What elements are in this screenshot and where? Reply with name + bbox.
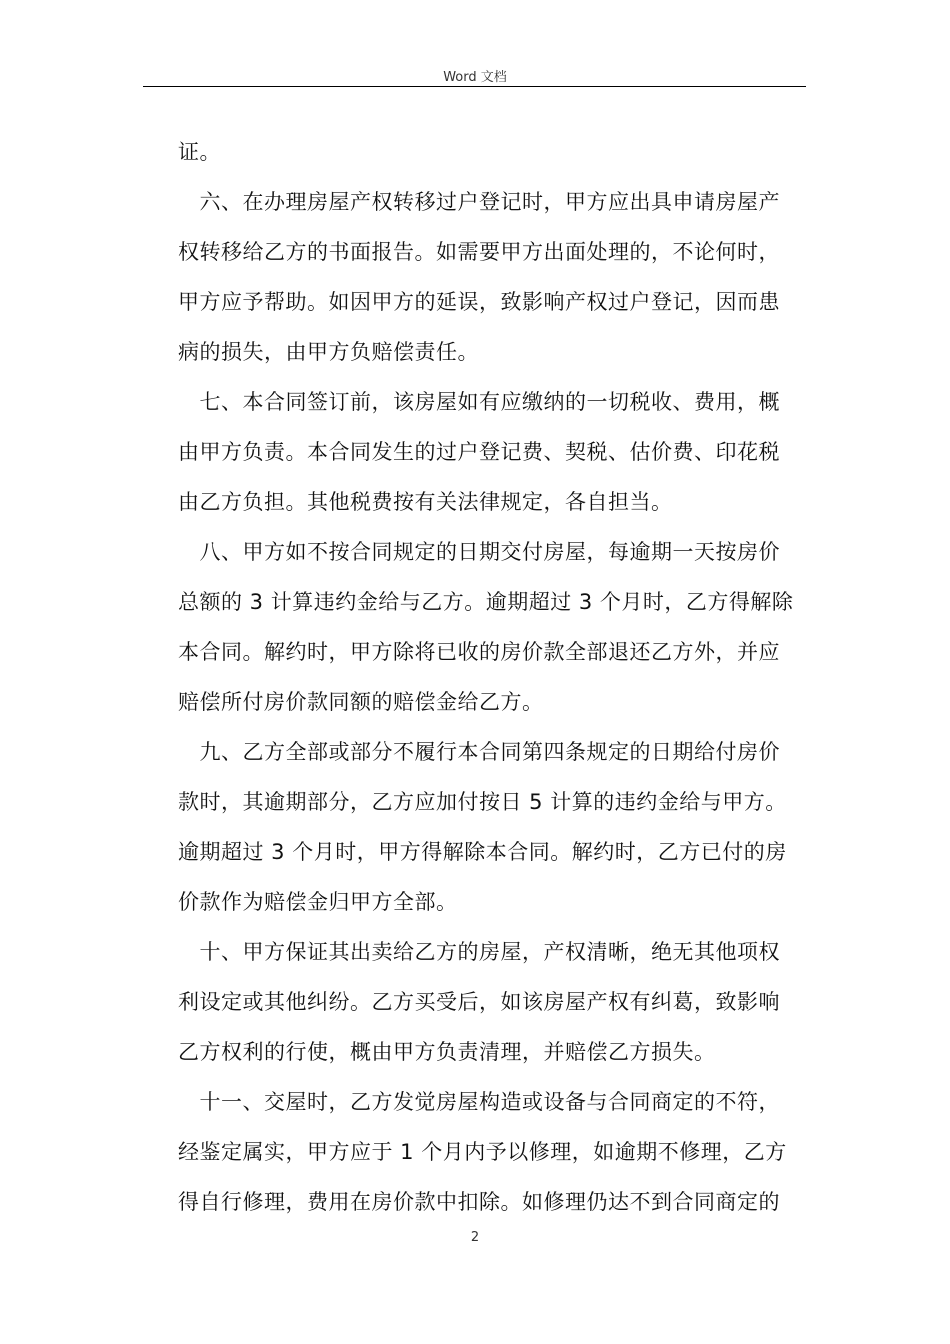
text-line: 十一、交屋时，乙方发觉房屋构造或设备与合同商定的不符， — [178, 1090, 780, 1114]
document-body — [178, 127, 808, 1227]
text-line: 权转移给乙方的书面报告。如需要甲方出面处理的，不论何时， — [178, 240, 780, 264]
text-line: 价款作为赔偿金归甲方全部。 — [178, 890, 458, 914]
text-line: 六、在办理房屋产权转移过户登记时，甲方应出具申请房屋产 — [178, 190, 780, 214]
text-line: 九、乙方全部或部分不履行本合同第四条规定的日期给付房价 — [178, 740, 780, 764]
text-line: 款时，其逾期部分，乙方应加付按日 5 计算的违约金给与甲方。 — [178, 790, 787, 814]
text-line: 甲方应予帮助。如因甲方的延误，致影响产权过户登记，因而患 — [178, 290, 780, 314]
text-line: 由乙方负担。其他税费按有关法律规定，各自担当。 — [178, 490, 673, 514]
text-line: 十、甲方保证其出卖给乙方的房屋，产权清晰，绝无其他项权 — [178, 940, 780, 964]
text-line: 七、本合同签订前，该房屋如有应缴纳的一切税收、费用，概 — [178, 390, 780, 414]
page-header-title: Word 文档 — [443, 70, 507, 85]
text-line: 逾期超过 3 个月时，甲方得解除本合同。解约时，乙方已付的房 — [178, 840, 787, 864]
text-line: 证。 — [178, 140, 221, 164]
text-line: 病的损失，由甲方负赔偿责任。 — [178, 340, 479, 364]
text-line: 经鉴定属实，甲方应于 1 个月内予以修理，如逾期不修理，乙方 — [178, 1140, 787, 1164]
text-line: 利设定或其他纠纷。乙方买受后，如该房屋产权有纠葛，致影响 — [178, 990, 780, 1014]
text-line: 赔偿所付房价款同额的赔偿金给乙方。 — [178, 690, 544, 714]
text-line: 本合同。解约时，甲方除将已收的房价款全部退还乙方外，并应 — [178, 640, 780, 664]
text-line: 乙方权利的行使，概由甲方负责清理，并赔偿乙方损失。 — [178, 1040, 716, 1064]
page-number: 2 — [470, 1230, 480, 1245]
text-line: 八、甲方如不按合同规定的日期交付房屋，每逾期一天按房价 — [178, 540, 780, 564]
header-divider — [143, 86, 806, 87]
text-line: 总额的 3 计算违约金给与乙方。逾期超过 3 个月时，乙方得解除 — [178, 590, 794, 614]
text-line: 得自行修理，费用在房价款中扣除。如修理仍达不到合同商定的 — [178, 1190, 780, 1214]
text-line: 由甲方负责。本合同发生的过户登记费、契税、估价费、印花税 — [178, 440, 780, 464]
